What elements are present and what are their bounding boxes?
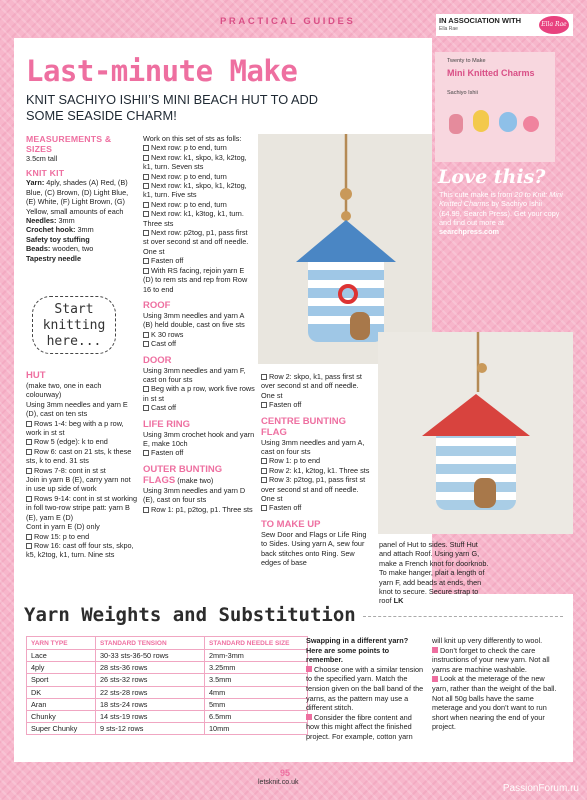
instruction-text: Next row: k1, skpo, k3, k2tog, k1, turn. Seven sts — [143, 152, 247, 172]
instruction-line — [261, 400, 373, 409]
page-subtitle: KNIT SACHIYO ISHII’S MINI BEACH HUT TO ADD SOME SEASIDE CHARM! — [26, 92, 319, 123]
tapestry-label: Tapestry needle — [26, 253, 82, 263]
section-header: PRACTICAL GUIDES — [220, 16, 356, 27]
checkbox-icon[interactable] — [143, 230, 149, 236]
instruction-line — [26, 466, 138, 475]
checkbox-icon[interactable] — [261, 505, 267, 511]
checkbox-icon[interactable] — [261, 477, 267, 483]
table-cell: 2mm-3mm — [205, 650, 308, 662]
tips-heading: Swapping in a different yarn? Here are some points to remember. — [306, 636, 409, 665]
instruction-text: Next row: p to end, turn — [151, 171, 227, 181]
tip-item — [432, 674, 560, 732]
instruction-line — [143, 330, 255, 339]
table-cell: 3.5mm — [205, 674, 308, 686]
promo-book-title: 20 to Knit: Mini Knitted Charms — [439, 190, 563, 209]
checkbox-icon[interactable] — [143, 268, 149, 274]
instruction-line — [26, 532, 138, 541]
instruction-line — [261, 372, 373, 400]
hut-heading: HUT — [26, 370, 46, 381]
table-row — [27, 650, 308, 662]
table-cell: 6.5mm — [205, 710, 308, 722]
page-title: Last-minute Make — [26, 54, 298, 88]
yarn-table-column-header: YARN TYPE — [27, 637, 96, 650]
instruction-line: Work on this set of sts as folls: — [143, 134, 242, 143]
charm-doll — [449, 114, 463, 134]
checkbox-icon[interactable] — [261, 402, 267, 408]
instruction-line — [143, 339, 255, 348]
instruction-text: K 30 rows — [151, 329, 184, 339]
tip-text: Look at the meterage of the new yarn, rather than the weight of the ball. Not all 50g balls have the same meterage and you don’t want to run short when nearing the end of your project. — [432, 674, 557, 732]
instruction-line: (make two, one in each colourway) — [26, 381, 102, 400]
needles-spec — [26, 216, 138, 225]
instruction-line — [143, 228, 255, 256]
instruction-line: Using 3mm needles and yarn D (E), cast on four sts — [143, 485, 246, 505]
charm-pig — [523, 116, 539, 132]
tips-continued: will knit up very differently to wool. — [432, 636, 543, 645]
instruction-line — [261, 466, 373, 475]
table-cell: 5mm — [205, 698, 308, 710]
checkbox-icon[interactable] — [143, 202, 149, 208]
instruction-line: Using 3mm needles and yarn A (B) held double, cast on five sts — [143, 310, 245, 330]
watermark: PassionForum.ru — [502, 783, 579, 794]
instruction-text: Row 16: cast off four sts, skpo, k5, k2tog, k1, turn. Nine sts — [26, 540, 134, 560]
make-up-text: Sew Door and Flags or Life Ring to Sides. Using yarn A, sew four back stitches onto Ring. Sew edges of base — [261, 529, 367, 568]
tips-list-1 — [306, 665, 424, 742]
instruction-text: Row 2: k1, k2tog, k1. Three sts — [269, 465, 370, 475]
measurements-value: 3.5cm tall — [26, 154, 58, 163]
book-author: Sachiyo Ishii — [447, 90, 478, 96]
instruction-text: Cast off — [151, 403, 177, 413]
beads-label: Beads: — [26, 244, 51, 254]
instruction-text: Rows 7-8: cont in st st — [34, 465, 106, 475]
table-cell: Super Chunky — [27, 723, 96, 735]
instruction-text: Fasten off — [151, 256, 184, 266]
instruction-text: Row 15: p to end — [34, 531, 90, 541]
table-row — [27, 686, 308, 698]
instruction-line — [143, 153, 255, 172]
column-2 — [143, 134, 255, 514]
instruction-line — [261, 503, 373, 512]
yarn-table-column-header: STANDARD NEEDLE SIZE — [205, 637, 308, 650]
checkbox-icon[interactable] — [143, 211, 149, 217]
instruction-line: Using 3mm crochet hook and yarn E, make 10ch — [143, 429, 255, 448]
instruction-line — [143, 448, 255, 457]
yarn-table — [26, 636, 308, 735]
tip-item — [306, 665, 424, 713]
hut-instructions — [26, 381, 138, 560]
signature: LK — [393, 596, 404, 606]
instruction-line: Cont in yarn E (D) only — [26, 522, 100, 532]
instruction-line — [26, 494, 138, 522]
checkbox-icon[interactable] — [26, 439, 32, 445]
roof-heading: ROOF — [143, 299, 171, 311]
stuffing-spec — [26, 235, 138, 244]
book-series: Twenty to Make — [447, 58, 486, 64]
checkbox-icon[interactable] — [143, 258, 149, 264]
instruction-line — [26, 447, 138, 466]
checkbox-icon[interactable] — [143, 386, 149, 392]
checkbox-icon[interactable] — [143, 174, 149, 180]
tip-text: Choose one with a similar tension to the specified yarn. Match the tension given on the ball band of the yarns, as the pattern may use a different stitch. — [306, 664, 424, 713]
outer-bunting-note: (make two) — [175, 475, 214, 485]
beach-hut-illustration-2 — [378, 332, 573, 534]
checkbox-icon[interactable] — [143, 332, 149, 338]
instruction-line — [143, 209, 255, 228]
promo-text — [439, 190, 565, 236]
make-up-continued-text: panel of Hut to sides. Stuff Hut and attach Roof. Using yarn G, make a French knot for doorknob. To make hanger, plait a length of yarn F, add beads at ends, then knot to secure. Secure strap to roof — [379, 540, 489, 606]
tip-item — [432, 646, 560, 675]
centre-bunting-heading: CENTRE BUNTING FLAG — [261, 415, 346, 438]
table-cell: 22 sts-28 rows — [96, 686, 205, 698]
instruction-line — [143, 256, 255, 265]
life-ring-heading: LIFE RING — [143, 418, 190, 430]
checkbox-icon[interactable] — [143, 405, 149, 411]
table-row — [27, 662, 308, 674]
table-cell: DK — [27, 686, 96, 698]
yarn-value: 4ply, shades (A) Red, (B) Blue, (C) Brown, (D) Light Blue, (E) White, (F) Light Brown, (G) Yellow, small amounts of each — [26, 178, 129, 216]
instruction-text: Fasten off — [269, 503, 302, 513]
bullet-square-icon — [306, 666, 312, 672]
instruction-text: Row 2: skpo, k1, pass first st over second st and off needle. One st — [261, 372, 362, 400]
checkbox-icon[interactable] — [143, 507, 149, 513]
instruction-line — [143, 200, 255, 209]
table-cell: Sport — [27, 674, 96, 686]
start-knitting-badge: Start knitting here... — [32, 296, 116, 354]
charm-bird — [499, 112, 517, 132]
instruction-line — [143, 143, 255, 152]
association-banner — [436, 14, 573, 36]
page-number: 95 — [280, 768, 291, 778]
tapestry-spec — [26, 254, 138, 263]
centre-bunting-instructions — [261, 438, 373, 513]
instruction-line — [26, 419, 138, 438]
checkbox-icon[interactable] — [261, 458, 267, 464]
book-cover — [435, 52, 555, 162]
instruction-line — [143, 181, 255, 200]
table-cell: 9 sts-12 rows — [96, 723, 205, 735]
column-4 — [379, 540, 491, 606]
table-row — [27, 723, 308, 735]
charm-flower — [473, 110, 489, 132]
instruction-text: With RS facing, rejoin yarn E (D) to rem sts and rep from Row 16 to end — [143, 265, 248, 294]
bullet-square-icon — [432, 647, 438, 653]
checkbox-icon[interactable] — [26, 543, 32, 549]
tip-text: Consider the fibre content and how this might affect the finished project. For example, cotton yarn — [306, 712, 413, 741]
tips-column-2 — [432, 636, 560, 732]
instruction-text: Next row: k1, k3tog, k1, turn. Three sts — [143, 209, 244, 228]
beads-value: wooden, two — [50, 244, 94, 254]
checkbox-icon[interactable] — [143, 183, 149, 189]
instruction-line — [26, 541, 138, 560]
instruction-line — [143, 172, 255, 181]
instruction-line: Using 3mm needles and yarn F, cast on four sts — [143, 365, 246, 384]
instruction-line — [143, 384, 255, 403]
instruction-text: Row 6: cast on 21 sts, k these sts, k to end. 31 sts — [26, 446, 132, 466]
checkbox-icon[interactable] — [261, 374, 267, 380]
promo-text-1: This cute make is from — [439, 190, 515, 199]
door-instructions — [143, 366, 255, 413]
needles-label: Needles: — [26, 216, 57, 226]
yarn-table-column-header: STANDARD TENSION — [96, 637, 205, 650]
checkbox-icon[interactable] — [143, 450, 149, 456]
table-cell: 18 sts-24 rows — [96, 698, 205, 710]
beach-hut-photo-back — [378, 332, 573, 534]
instruction-text: Next row: k1, skpo, k1, k2tog, k1, turn. Five sts — [143, 181, 247, 200]
instruction-text: Next row: p to end, turn — [151, 143, 227, 153]
checkbox-icon[interactable] — [143, 155, 149, 161]
promo-link[interactable]: searchpress.com — [439, 227, 500, 237]
checkbox-icon[interactable] — [143, 341, 149, 347]
door-heading: DOOR — [143, 354, 172, 366]
column-1 — [26, 134, 138, 263]
checkbox-icon[interactable] — [26, 534, 32, 540]
beads-spec — [26, 244, 138, 253]
assoc-brand: Ella Rae — [439, 26, 458, 32]
tips-list-2 — [432, 646, 560, 732]
roof-instructions — [143, 311, 255, 349]
table-cell: Aran — [27, 698, 96, 710]
stuffing-label: Safety toy stuffing — [26, 234, 90, 244]
table-cell: 30-33 sts-36-50 rows — [96, 650, 205, 662]
footer-url[interactable]: letsknit.co.uk — [258, 779, 299, 786]
table-cell: 14 sts-19 rows — [96, 710, 205, 722]
instruction-text: Row 5 (edge): k to end — [34, 437, 108, 447]
outer-bunting-instructions — [143, 486, 255, 514]
table-cell: Chunky — [27, 710, 96, 722]
instruction-line — [261, 456, 373, 465]
outer-bunting-continued — [261, 372, 373, 410]
life-ring-instructions — [143, 430, 255, 458]
make-up-heading: TO MAKE UP — [261, 518, 321, 530]
instruction-text: Next row: p2tog, p1, pass first st over second st and off needle. One st — [143, 228, 249, 256]
yarn-table-header — [27, 637, 308, 650]
assoc-label: IN ASSOCIATION WITH — [439, 16, 522, 25]
hook-value: 3mm — [75, 225, 94, 235]
instruction-text: Row 1: p to end — [269, 456, 321, 466]
checkbox-icon[interactable] — [26, 421, 32, 427]
yarn-spec — [26, 178, 138, 216]
table-cell: 3.25mm — [205, 662, 308, 674]
table-cell: Lace — [27, 650, 96, 662]
hook-spec — [26, 225, 138, 234]
make-up-continued — [379, 540, 491, 606]
hook-label: Crochet hook: — [26, 225, 76, 235]
outer-bunting-title: OUTER BUNTING FLAGS — [143, 463, 223, 486]
table-cell: 4mm — [205, 686, 308, 698]
instruction-line — [143, 505, 255, 514]
instruction-line: Using 3mm needles and yarn A, cast on four sts — [261, 437, 365, 457]
checkbox-icon[interactable] — [26, 496, 32, 502]
table-cell: 28 sts-36 rows — [96, 662, 205, 674]
table-row — [27, 698, 308, 710]
instruction-line — [261, 475, 373, 503]
love-this-heading: Love this? — [438, 166, 546, 188]
table-cell: 4ply — [27, 662, 96, 674]
instruction-text: Rows 9-14: cont in st st working in foll two-row stripe patt: yarn B (E), yarn E (D) — [26, 493, 138, 522]
kit-heading: KNIT KIT — [26, 168, 65, 179]
checkbox-icon[interactable] — [26, 449, 32, 455]
instruction-text: Row 3: p2tog, p1, pass first st over second st and off needle. One st — [261, 475, 366, 504]
hut-section — [26, 370, 138, 560]
instruction-text: Cast off — [151, 339, 177, 349]
instruction-line: Join in yarn B (E), carry yarn not in use up side of work — [26, 475, 131, 494]
bullet-square-icon — [306, 714, 312, 720]
measurements-heading: MEASUREMENTS & SIZES — [26, 134, 112, 154]
tips-column-1 — [306, 636, 424, 742]
book-title: Mini Knitted Charms — [447, 68, 535, 78]
instruction-line — [143, 403, 255, 412]
table-row — [27, 674, 308, 686]
checkbox-icon[interactable] — [26, 468, 32, 474]
instruction-text: Rows 1-4: beg with a p row, work in st st — [26, 418, 124, 438]
tip-item — [306, 713, 424, 742]
hut-continued — [143, 134, 255, 294]
outer-bunting-heading — [143, 464, 255, 486]
instruction-text: Beg with a p row, work five rows in st st — [143, 384, 255, 403]
table-cell: 26 sts-32 rows — [96, 674, 205, 686]
column-3 — [261, 372, 373, 568]
beach-hut-photo-front — [258, 134, 432, 364]
bullet-square-icon — [432, 676, 438, 682]
beach-hut-illustration — [258, 134, 432, 364]
instruction-line — [143, 266, 255, 294]
brand-logo: Ella Rae — [539, 16, 569, 34]
instruction-line: Using 3mm needles and yarn E (D), cast on ten sts — [26, 399, 128, 419]
needles-value: 3mm — [56, 216, 75, 226]
instruction-text: Fasten off — [151, 448, 184, 458]
instruction-text: Row 1: p1, p2tog, p1. Three sts — [151, 504, 253, 514]
yarn-label: Yarn: — [26, 178, 45, 188]
instruction-line — [26, 437, 138, 446]
checkbox-icon[interactable] — [143, 145, 149, 151]
table-row — [27, 710, 308, 722]
yarn-weights-title: Yarn Weights and Substitution — [24, 604, 356, 626]
instruction-text: Fasten off — [269, 400, 302, 410]
title-divider — [363, 616, 563, 617]
tip-text: Don’t forget to check the care instructions of your new yarn. Not all yarns are machine washable. — [432, 645, 550, 674]
yarn-table-body — [27, 650, 308, 735]
instruction-text: Next row: p to end, turn — [151, 199, 227, 209]
checkbox-icon[interactable] — [261, 468, 267, 474]
table-cell: 10mm — [205, 723, 308, 735]
promo-text-2: by Sachiyo Ishii (£4.99, Search Press). Get your copy and find out more at — [439, 199, 560, 227]
